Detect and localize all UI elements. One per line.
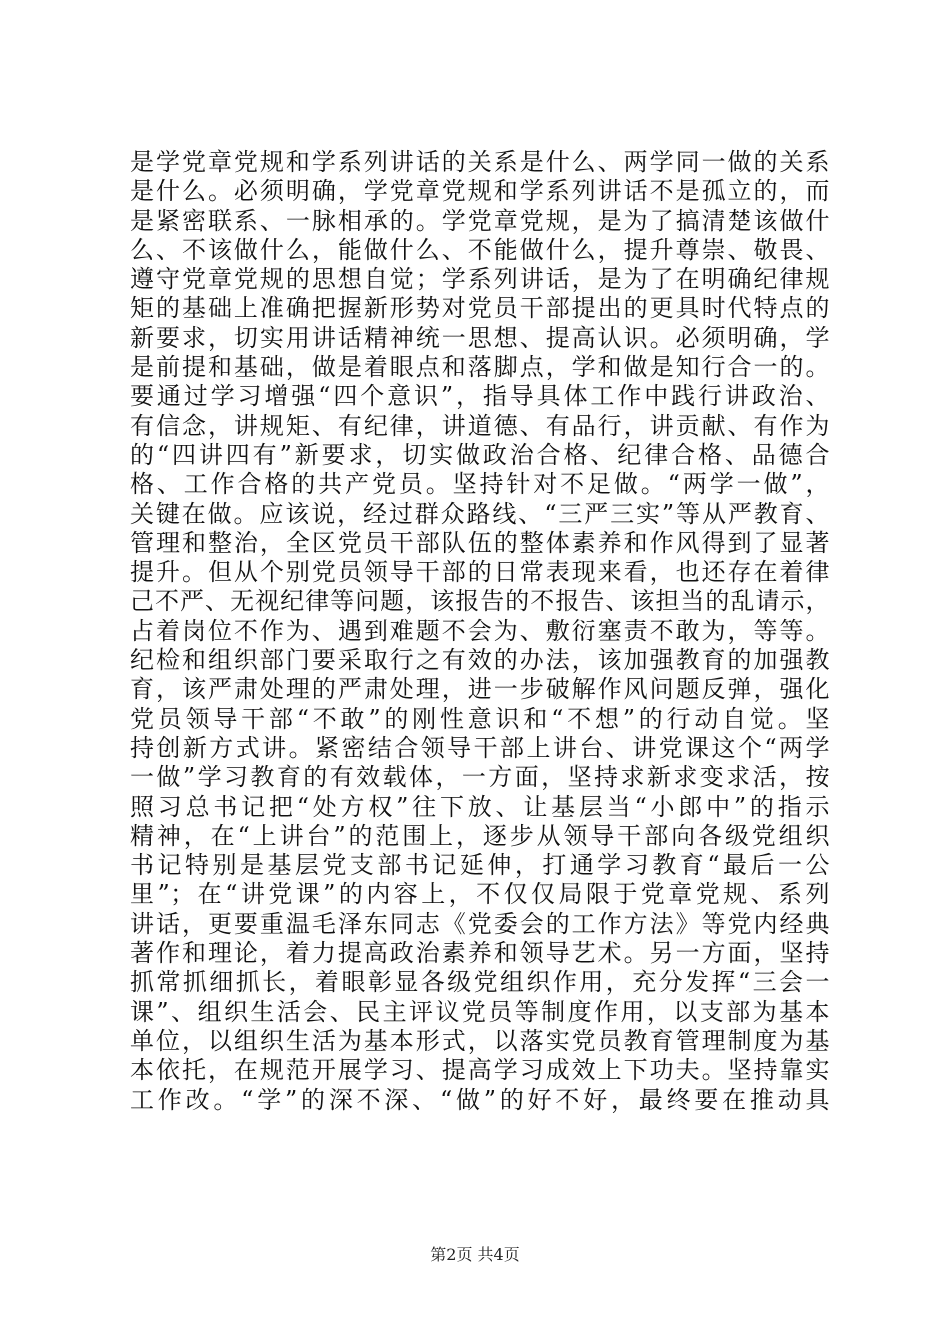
text-line: 是紧密联系、一脉相承的。学党章党规，是为了搞清楚该做什: [130, 206, 830, 235]
text-line: 书记特别是基层党支部书记延伸，打通学习教育“最后一公: [130, 851, 830, 880]
text-line: 新要求，切实用讲话精神统一思想、提高认识。必须明确，学: [130, 323, 830, 352]
text-line: 讲话，更要重温毛泽东同志《党委会的工作方法》等党内经典: [130, 909, 830, 938]
text-line: 精神，在“上讲台”的范围上，逐步从领导干部向各级党组织: [130, 821, 830, 850]
text-line: 己不严、无视纪律等问题，该报告的不报告、该担当的乱请示，: [130, 587, 830, 616]
text-line: 要通过学习增强“四个意识”，指导具体工作中践行讲政治、: [130, 382, 830, 411]
text-line: 一做”学习教育的有效载体，一方面，坚持求新求变求活，按: [130, 763, 830, 792]
text-line: 关键在做。应该说，经过群众路线、“三严三实”等从严教育、: [130, 499, 830, 528]
body-text: [130, 148, 830, 1115]
text-line: 提升。但从个别党员领导干部的日常表现来看，也还存在着律: [130, 558, 830, 587]
text-line: 的“四讲四有”新要求，切实做政治合格、纪律合格、品德合: [130, 440, 830, 469]
text-line: 纪检和组织部门要采取行之有效的办法，该加强教育的加强教: [130, 646, 830, 675]
text-line: 么、不该做什么，能做什么、不能做什么，提升尊崇、敬畏、: [130, 235, 830, 264]
text-line: 著作和理论，着力提高政治素养和领导艺术。另一方面，坚持: [130, 939, 830, 968]
text-line: 矩的基础上准确把握新形势对党员干部提出的更具时代特点的: [130, 294, 830, 323]
text-line: 是什么。必须明确，学党章党规和学系列讲话不是孤立的，而: [130, 177, 830, 206]
text-line: 里”；在“讲党课”的内容上，不仅仅局限于党章党规、系列: [130, 880, 830, 909]
text-line: 党员领导干部“不敢”的刚性意识和“不想”的行动自觉。坚: [130, 704, 830, 733]
text-line: 课”、组织生活会、民主评议党员等制度作用，以支部为基本: [130, 997, 830, 1026]
text-line: 是学党章党规和学系列讲话的关系是什么、两学同一做的关系: [130, 148, 830, 176]
text-line: 有信念，讲规矩、有纪律，讲道德、有品行，讲贡献、有作为: [130, 411, 830, 440]
text-line: 格、工作合格的共产党员。坚持针对不足做。“两学一做”，: [130, 470, 830, 499]
text-line: 照习总书记把“处方权”往下放、让基层当“小郎中”的指示: [130, 792, 830, 821]
text-line: 抓常抓细抓长，着眼彰显各级党组织作用，充分发挥“三会一: [130, 968, 830, 997]
text-line: 育，该严肃处理的严肃处理，进一步破解作风问题反弹，强化: [130, 675, 830, 704]
text-line: 管理和整治，全区党员干部队伍的整体素养和作风得到了显著: [130, 528, 830, 557]
text-line: 单位，以组织生活为基本形式，以落实党员教育管理制度为基: [130, 1026, 830, 1055]
text-line: 工作改。“学”的深不深、“做”的好不好，最终要在推动具: [130, 1085, 830, 1114]
text-line: 是前提和基础，做是着眼点和落脚点，学和做是知行合一的。: [130, 353, 830, 382]
text-line: 本依托，在规范开展学习、提高学习成效上下功夫。坚持靠实: [130, 1056, 830, 1085]
text-line: 遵守党章党规的思想自觉；学系列讲话，是为了在明确纪律规: [130, 265, 830, 294]
page-footer: [0, 1245, 950, 1265]
text-line: 占着岗位不作为、遇到难题不会为、敷衍塞责不敢为，等等。: [130, 616, 830, 645]
text-line: 持创新方式讲。紧密结合领导干部上讲台、讲党课这个“两学: [130, 733, 830, 762]
page-number-label: 第2页 共4页: [430, 1245, 520, 1264]
